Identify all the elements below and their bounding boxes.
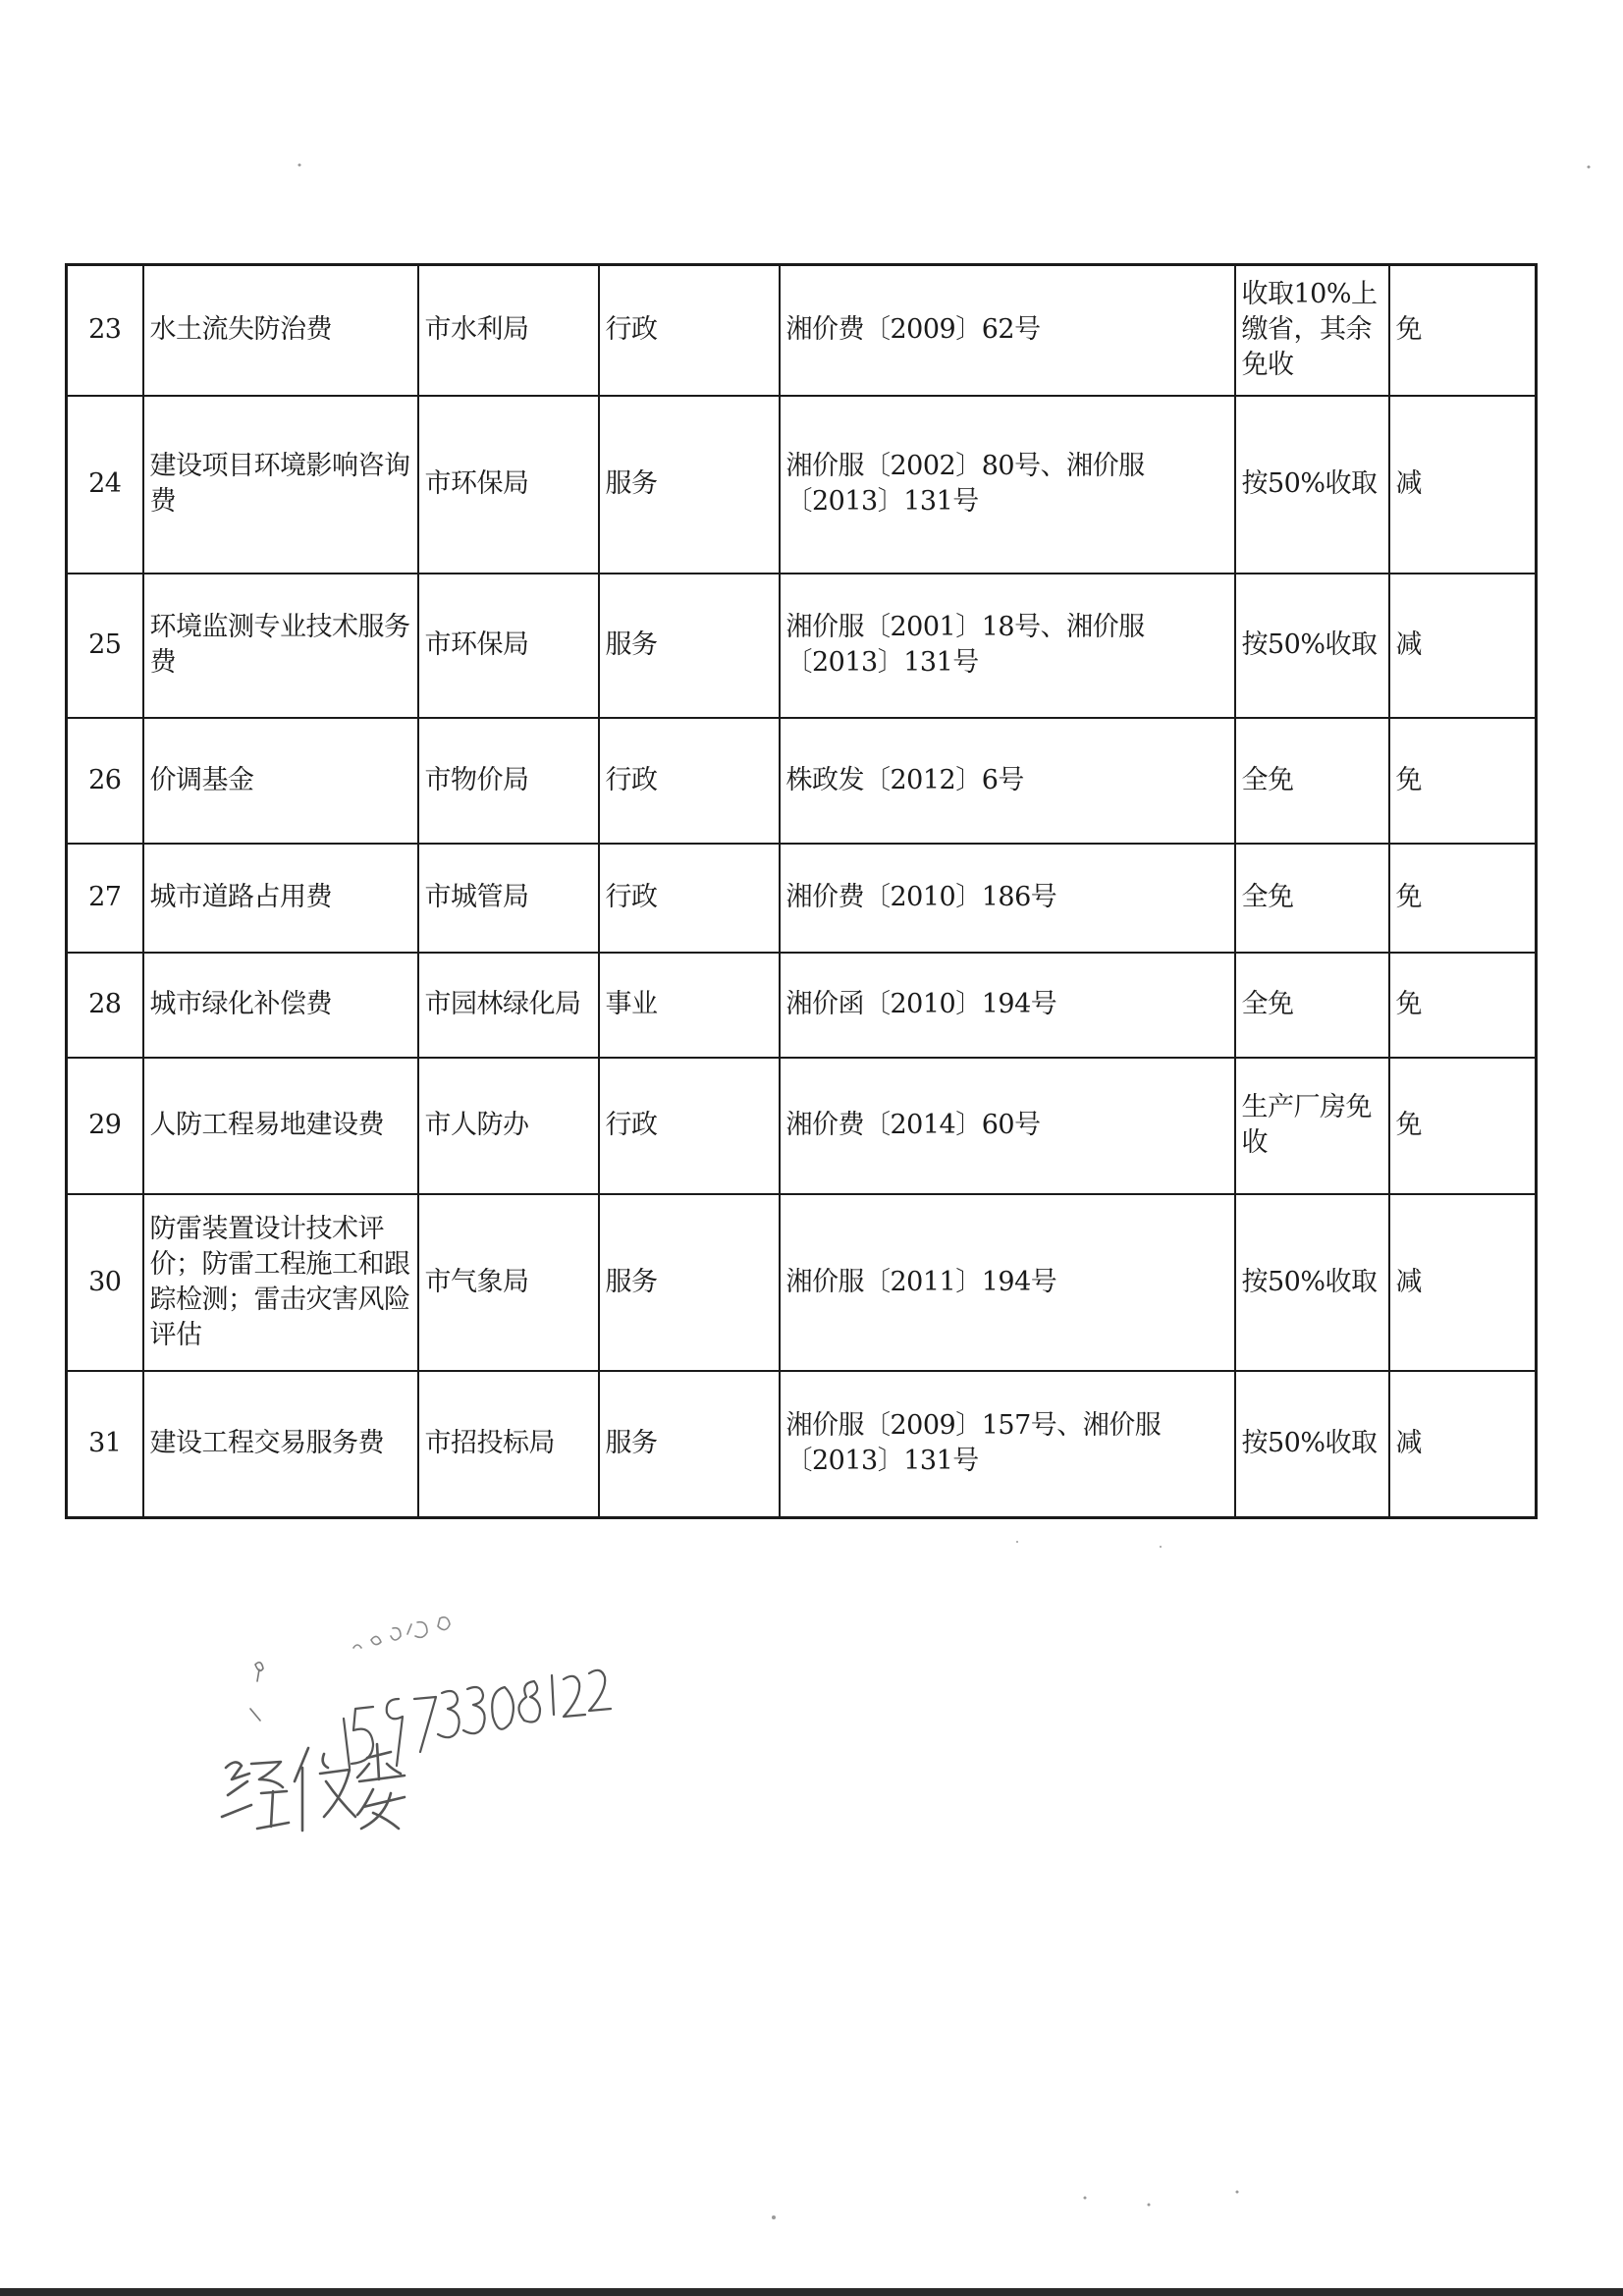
policy-document: 湘价服〔2002〕80号、湘价服〔2013〕131号 (780, 396, 1235, 574)
collection-policy: 按50%收取 (1235, 574, 1389, 718)
action: 免 (1389, 844, 1537, 953)
fee-item: 防雷装置设计技术评价；防雷工程施工和跟踪检测；雷击灾害风险评估 (143, 1194, 418, 1371)
policy-document: 湘价服〔2009〕157号、湘价服〔2013〕131号 (780, 1371, 1235, 1518)
department: 市人防办 (418, 1058, 599, 1194)
handwritten-note (206, 1571, 619, 1866)
row-number: 27 (67, 844, 143, 953)
fee-item: 城市道路占用费 (143, 844, 418, 953)
fee-item: 环境监测专业技术服务费 (143, 574, 418, 718)
department: 市环保局 (418, 396, 599, 574)
action: 减 (1389, 1194, 1537, 1371)
row-number: 28 (67, 953, 143, 1058)
table-row (67, 953, 1537, 1058)
department: 市气象局 (418, 1194, 599, 1371)
row-number: 23 (67, 265, 143, 396)
fee-type: 行政 (599, 265, 780, 396)
fee-type: 服务 (599, 396, 780, 574)
row-number: 31 (67, 1371, 143, 1518)
table-row (67, 844, 1537, 953)
row-number: 26 (67, 718, 143, 844)
fee-item: 城市绿化补偿费 (143, 953, 418, 1058)
policy-document: 湘价费〔2014〕60号 (780, 1058, 1235, 1194)
fee-item: 价调基金 (143, 718, 418, 844)
collection-policy: 全免 (1235, 718, 1389, 844)
fee-type: 服务 (599, 574, 780, 718)
action: 减 (1389, 1371, 1537, 1518)
collection-policy: 全免 (1235, 953, 1389, 1058)
fee-item: 建设项目环境影响咨询费 (143, 396, 418, 574)
department: 市环保局 (418, 574, 599, 718)
department: 市招投标局 (418, 1371, 599, 1518)
policy-document: 湘价费〔2010〕186号 (780, 844, 1235, 953)
fee-table (65, 263, 1538, 1519)
collection-policy: 收取10%上缴省，其余免收 (1235, 265, 1389, 396)
table-row (67, 396, 1537, 574)
scan-edge-bar (0, 2288, 1623, 2296)
action: 减 (1389, 574, 1537, 718)
action: 减 (1389, 396, 1537, 574)
fee-type: 服务 (599, 1371, 780, 1518)
collection-policy: 生产厂房免收 (1235, 1058, 1389, 1194)
table-row (67, 1371, 1537, 1518)
collection-policy: 全免 (1235, 844, 1389, 953)
action: 免 (1389, 1058, 1537, 1194)
policy-document: 湘价函〔2010〕194号 (780, 953, 1235, 1058)
department: 市水利局 (418, 265, 599, 396)
fee-type: 服务 (599, 1194, 780, 1371)
table-row (67, 718, 1537, 844)
policy-document: 湘价服〔2011〕194号 (780, 1194, 1235, 1371)
row-number: 29 (67, 1058, 143, 1194)
row-number: 25 (67, 574, 143, 718)
policy-document: 湘价费〔2009〕62号 (780, 265, 1235, 396)
row-number: 24 (67, 396, 143, 574)
row-number: 30 (67, 1194, 143, 1371)
fee-type: 行政 (599, 844, 780, 953)
policy-document: 株政发〔2012〕6号 (780, 718, 1235, 844)
table-row (67, 265, 1537, 396)
department: 市园林绿化局 (418, 953, 599, 1058)
department: 市城管局 (418, 844, 599, 953)
collection-policy: 按50%收取 (1235, 1194, 1389, 1371)
fee-item: 水土流失防治费 (143, 265, 418, 396)
table-row (67, 1194, 1537, 1371)
action: 免 (1389, 953, 1537, 1058)
handwriting-drawing (206, 1571, 619, 1866)
collection-policy: 按50%收取 (1235, 396, 1389, 574)
policy-document: 湘价服〔2001〕18号、湘价服〔2013〕131号 (780, 574, 1235, 718)
collection-policy: 按50%收取 (1235, 1371, 1389, 1518)
fee-type: 行政 (599, 718, 780, 844)
action: 免 (1389, 265, 1537, 396)
fee-type: 行政 (599, 1058, 780, 1194)
fee-item: 人防工程易地建设费 (143, 1058, 418, 1194)
department: 市物价局 (418, 718, 599, 844)
fee-item: 建设工程交易服务费 (143, 1371, 418, 1518)
fee-type: 事业 (599, 953, 780, 1058)
table-row (67, 1058, 1537, 1194)
table-row (67, 574, 1537, 718)
action: 免 (1389, 718, 1537, 844)
